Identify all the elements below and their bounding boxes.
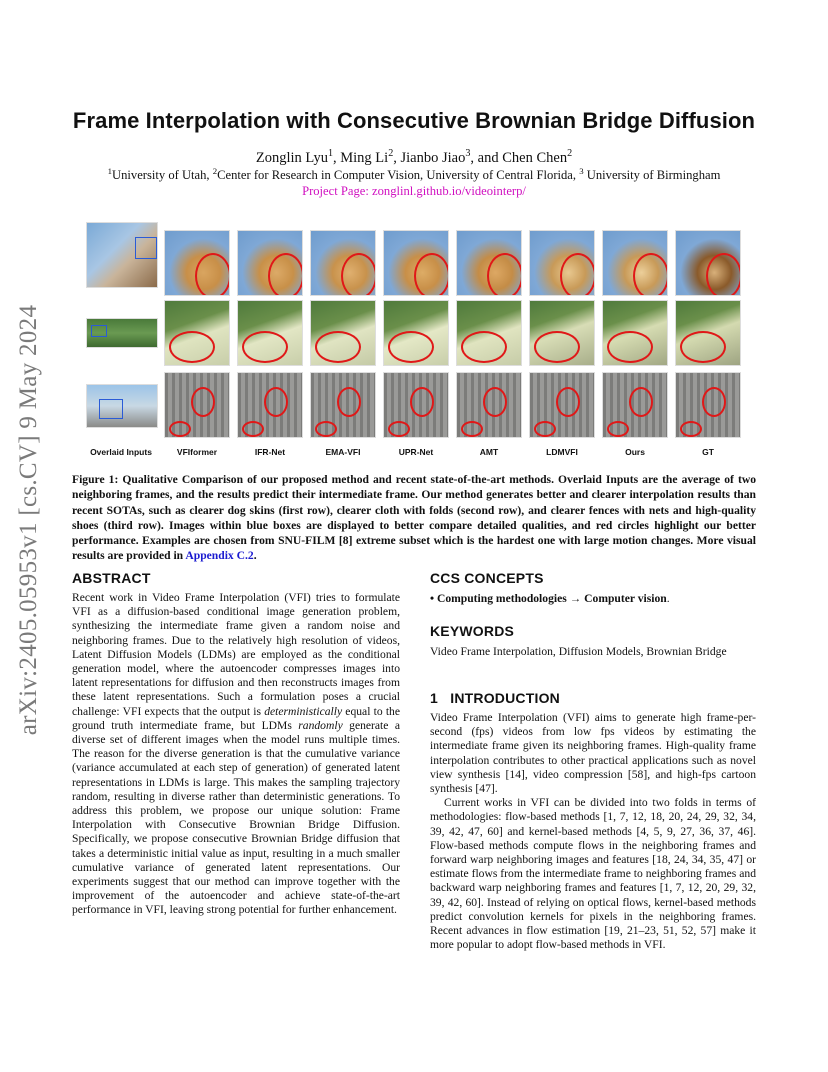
result-cloth-emavfi <box>310 300 376 366</box>
result-dog-emavfi <box>310 230 376 296</box>
result-dog-vfiformer <box>164 230 230 296</box>
highlight-circle <box>242 421 264 437</box>
result-cloth-ours <box>602 300 668 366</box>
overlaid-input-row1 <box>86 222 158 288</box>
result-cloth-amt <box>456 300 522 366</box>
highlight-circle <box>242 331 288 363</box>
highlight-circle <box>337 387 361 417</box>
highlight-circle <box>410 387 434 417</box>
detail-box <box>91 325 107 337</box>
highlight-circle <box>560 253 595 296</box>
detail-box <box>99 399 123 419</box>
result-fence-ours <box>602 372 668 438</box>
abstract-text: Recent work in Video Frame Interpolation (VFI) tries to formulate VFI as a diffusion-based conditional image generation problem, synthesizing the intermediate frame given a random noise and neighboring frames. Due to the relatively high resolution of videos, Latent Diffusion Models (LDMs) are employed as the conditional generation model, where the autoencoder compresses images into latent representations for diffusion and then reconstructs images from these latent representations. Such a formulation poses a crucial challenge: VFI expects that the output is deterministically equal to the ground truth intermediate frame, but LDMs randomly generate a diverse set of different images when the model runs multiple times. The reason for the diverse generation is that the cumulative variance (variance accumulated at each step of generation) of generated latent representations in LDMs is large. This makes the sampling trajectory random, resulting in diverse rather than deterministic generations. To address this problem, we propose our unique solution: Frame Interpolation with Consecutive Brownian Bridge Diffusion. Specifically, we propose consecutive Brownian Bridge diffusion that takes a deterministic initial value as input, resulting in a much smaller cumulative variance of generated latent representations. Our experiments suggest that our method can improve together with the improvement of the autoencoder and achieve state-of-the-art performance in VFI, leaving strong potential for further enhancement. <box>72 591 400 917</box>
figure-caption: Figure 1: Qualitative Comparison of our proposed method and recent state-of-the-art methods. Overlaid Inputs are the average of two neighboring frames, and the results predict their intermediate frame. Our method generates better and clearer interpolation results than recent SOTAs, such as clearer dog skins (first row), clearer cloth with folds (second row), and clearer fences with nets and high-quality shoes (third row). Images within blue boxes are displayed to better compare detailed qualities, and red circles highlight our better performance. Examples are chosen from SNU-FILM [8] extreme subset which is the hardest one with large motion changes. More visual results are provided in Appendix C.2. <box>72 473 756 563</box>
column-label: LDMVFI <box>546 447 578 457</box>
highlight-circle <box>195 253 230 296</box>
highlight-circle <box>169 421 191 437</box>
keywords-heading: KEYWORDS <box>430 623 515 639</box>
overlaid-input-row2 <box>86 318 158 348</box>
result-fence-amt <box>456 372 522 438</box>
result-cloth-uprnet <box>383 300 449 366</box>
highlight-circle <box>268 253 303 296</box>
highlight-circle <box>556 387 580 417</box>
result-cloth-vfiformer <box>164 300 230 366</box>
keywords-text: Video Frame Interpolation, Diffusion Models, Brownian Bridge <box>430 645 727 658</box>
keywords-section <box>430 623 756 659</box>
result-fence-ldmvfi <box>529 372 595 438</box>
appendix-link[interactable]: Appendix C.2 <box>185 549 254 563</box>
result-dog-gt <box>675 230 741 296</box>
highlight-circle <box>315 331 361 363</box>
highlight-circle <box>341 253 376 296</box>
highlight-circle <box>461 331 507 363</box>
paper-title: Frame Interpolation with Consecutive Brownian Bridge Diffusion <box>72 108 756 133</box>
detail-box <box>135 237 157 259</box>
result-fence-ifrnet <box>237 372 303 438</box>
result-dog-amt <box>456 230 522 296</box>
column-label: VFIformer <box>176 447 218 457</box>
result-fence-vfiformer <box>164 372 230 438</box>
highlight-circle <box>629 387 653 417</box>
result-dog-ours <box>602 230 668 296</box>
author: Ming Li <box>340 150 389 166</box>
highlight-circle <box>264 387 288 417</box>
introduction-section <box>430 690 756 952</box>
result-cloth-ldmvfi <box>529 300 595 366</box>
column-label: UPR-Net <box>398 447 434 457</box>
author-list: Zonglin Lyu$^1$, Ming Li$^2$, Jianbo Jiao$^3$, and Chen Chen$^2$ <box>255 148 573 166</box>
column-label: Ours <box>625 447 645 457</box>
highlight-circle <box>169 331 215 363</box>
result-cloth-ifrnet <box>237 300 303 366</box>
highlight-circle <box>534 331 580 363</box>
arxiv-stamp <box>14 286 44 756</box>
column-label: IFR-Net <box>254 447 286 457</box>
highlight-circle <box>706 253 741 296</box>
highlight-circle <box>414 253 449 296</box>
column-label: EMA-VFI <box>325 447 361 457</box>
highlight-circle <box>487 253 522 296</box>
highlight-circle <box>191 387 215 417</box>
intro-paragraph: Current works in VFI can be divided into two folds in terms of methodologies: flow-based methods [1, 7, 12, 18, 20, 24, 29, 32, 34, 39, 42, 47, 60] and kernel-based methods [4, 5, 9, 27, 36, 37, 46]. Flow-based methods compute flows in the neighboring frames and forward warp neighboring images and features [18, 24, 34, 35, 47] or estimate flows from the intermediate frame to neighboring frames and backward warp neighboring frames and features [1, 7, 12, 20, 29, 32, 39, 42, 60]. Instead of relying on optical flows, kernel-based methods predict convolution kernels for pixels in the neighboring frames. Recent advances in flow estimation [19, 21–23, 51, 52, 57] make it more popular to adopt flow-based methods in VFI. <box>430 796 756 952</box>
highlight-circle <box>607 331 653 363</box>
ccs-heading: CCS CONCEPTS <box>430 570 544 586</box>
result-fence-emavfi <box>310 372 376 438</box>
affiliations: $^1$University of Utah, $^2$Center for Research in Computer Vision, University of Central Florida, $^3$ University of Birmingham <box>107 165 721 182</box>
author: Zonglin Lyu <box>255 150 328 166</box>
highlight-circle <box>388 331 434 363</box>
abstract-section <box>72 570 400 918</box>
highlight-circle <box>633 253 668 296</box>
highlight-circle <box>461 421 483 437</box>
highlight-circle <box>680 421 702 437</box>
introduction-heading: 1 INTRODUCTION <box>430 690 560 706</box>
ccs-text: • Computing methodologies → Computer vision. <box>430 592 670 605</box>
arxiv-stamp-text: arXiv:2405.05953v1 [cs.CV] 9 May 2024 <box>15 304 42 736</box>
highlight-circle <box>483 387 507 417</box>
result-fence-gt <box>675 372 741 438</box>
ccs-section <box>430 570 756 606</box>
highlight-circle <box>702 387 726 417</box>
result-dog-ifrnet <box>237 230 303 296</box>
author: Chen Chen <box>502 150 568 166</box>
result-dog-ldmvfi <box>529 230 595 296</box>
column-label: Overlaid Inputs <box>90 447 152 457</box>
author: Jianbo Jiao <box>400 150 466 166</box>
highlight-circle <box>680 331 726 363</box>
result-fence-uprnet <box>383 372 449 438</box>
intro-paragraph: Video Frame Interpolation (VFI) aims to generate high frame-per-second (fps) videos from low fps videos by estimating the intermediate frame given its neighboring frames. High-quality frame interpolation contributes to other practical applications such as novel view synthesis [14], video compression [58], and high-fps cartoon synthesis [47]. <box>430 711 756 796</box>
abstract-heading: ABSTRACT <box>72 570 151 586</box>
result-dog-uprnet <box>383 230 449 296</box>
highlight-circle <box>388 421 410 437</box>
overlaid-input-row3 <box>86 384 158 428</box>
highlight-circle <box>315 421 337 437</box>
result-cloth-gt <box>675 300 741 366</box>
highlight-circle <box>534 421 556 437</box>
project-page-link[interactable]: Project Page: zonglinl.github.io/videointerp/ <box>302 184 526 198</box>
highlight-circle <box>607 421 629 437</box>
column-label: AMT <box>479 447 499 457</box>
figure-1 <box>84 222 754 460</box>
column-label: GT <box>702 447 714 457</box>
